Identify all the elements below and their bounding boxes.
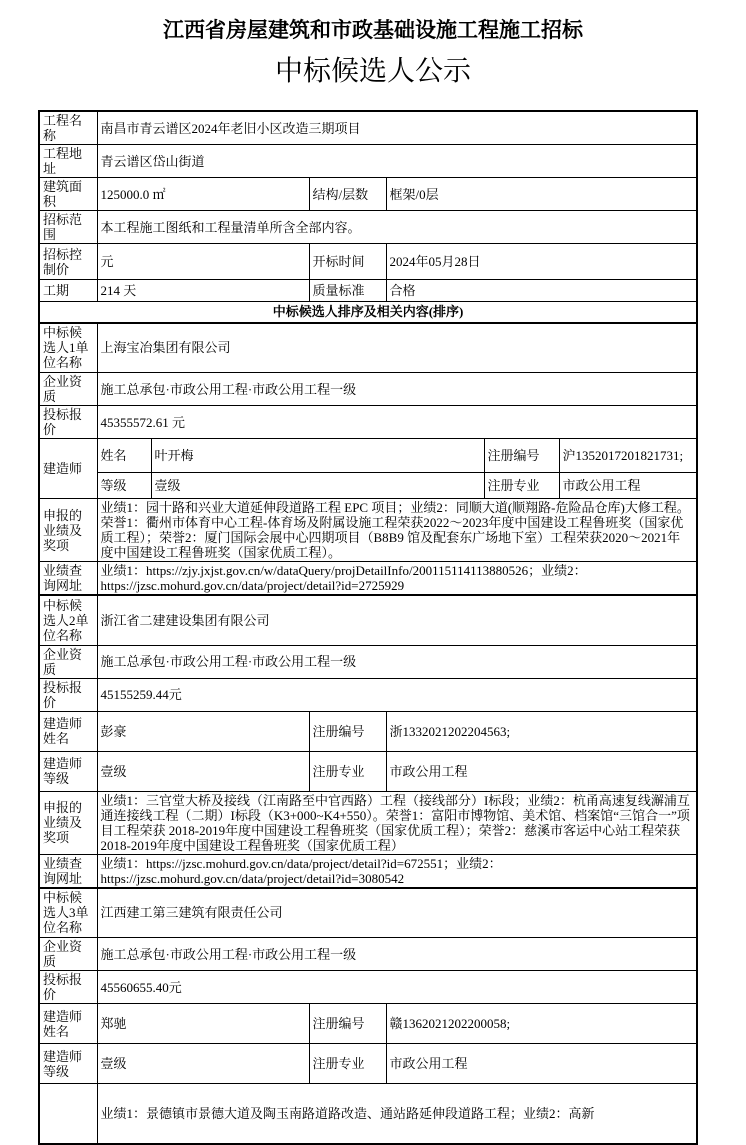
candidate1-builder-row1 <box>39 439 697 473</box>
duration-value: 214 天 <box>97 280 309 302</box>
candidate2-grade-label: 建造师等级 <box>39 751 97 791</box>
candidate3-name-value: 江西建工第三建筑有限责任公司 <box>97 888 697 938</box>
candidate3-qualification-row <box>39 938 697 971</box>
candidate3-qualification-label: 企业资质 <box>39 938 97 971</box>
candidate1-reg-no-label: 注册编号 <box>484 439 559 473</box>
candidate3-bid-row <box>39 971 697 1004</box>
candidate2-reg-no-value: 浙1332021202204563; <box>386 711 697 751</box>
quality-standard-label: 质量标准 <box>309 280 386 302</box>
candidate2-name-row <box>39 595 697 645</box>
candidate1-urls-value: 业绩1：https://zjy.jxjst.gov.cn/w/dataQuery/projDetailInfo/200115114113880526；业绩2：https://jzsc.mohurd.gov.cn/data/project/detail?id=2725929 <box>97 562 697 596</box>
duration-label: 工期 <box>39 280 97 302</box>
candidate2-urls-label: 业绩查询网址 <box>39 854 97 888</box>
structure-floors-value: 框架/0层 <box>386 178 697 211</box>
candidate1-builder-name-label: 姓名 <box>97 439 151 473</box>
project-address-value: 青云谱区岱山街道 <box>97 145 697 178</box>
candidate3-reg-no-label: 注册编号 <box>309 1004 386 1044</box>
candidate1-name-label: 中标候选人1单位名称 <box>39 323 97 373</box>
building-area-row <box>39 178 697 211</box>
project-address-row <box>39 145 697 178</box>
candidate2-achievements-value: 业绩1：三官堂大桥及接线（江南路至中官西路）工程（接线部分）I标段；业绩2：杭甬高速复线澥浦互通连接线工程（二期）I标段（K3+000~K4+550）。荣誉1：富阳市博物馆、美术馆、档案馆“三馆合一”项目工程荣获 2018-2019年度中国建设工程鲁班奖（国家优质工程）；荣誉2：慈溪市客运中心站工程荣获2018-2019年度中国建设工程鲁班奖（国家优质工程） <box>97 791 697 854</box>
candidate1-achievements-label: 申报的业绩及奖项 <box>39 499 97 562</box>
candidate3-builder-name-value: 郑驰 <box>97 1004 309 1044</box>
structure-floors-label: 结构/层数 <box>309 178 386 211</box>
candidate1-qualification-row <box>39 373 697 406</box>
candidate3-builder-name-label: 建造师姓名 <box>39 1004 97 1044</box>
candidate2-reg-no-label: 注册编号 <box>309 711 386 751</box>
project-name-row <box>39 111 697 145</box>
candidate2-urls-value: 业绩1：https://jzsc.mohurd.gov.cn/data/project/detail?id=672551；业绩2：https://jzsc.mohurd.gov.cn/data/project/detail?id=3080542 <box>97 854 697 888</box>
candidate1-urls-label: 业绩查询网址 <box>39 562 97 596</box>
candidate2-bid-row <box>39 678 697 711</box>
candidate3-bid-value: 45560655.40元 <box>97 971 697 1004</box>
tender-scope-value: 本工程施工图纸和工程量清单所含全部内容。 <box>97 211 697 244</box>
candidate3-major-label: 注册专业 <box>309 1044 386 1084</box>
candidate1-builder-label: 建造师 <box>39 439 97 499</box>
candidate2-grade-value: 壹级 <box>97 751 309 791</box>
bid-announcement-table <box>38 110 698 1145</box>
project-name-label: 工程名称 <box>39 111 97 145</box>
candidate2-achievements-row <box>39 791 697 854</box>
candidate2-builder-name-value: 彭豪 <box>97 711 309 751</box>
candidate2-major-value: 市政公用工程 <box>386 751 697 791</box>
candidate2-major-label: 注册专业 <box>309 751 386 791</box>
candidate1-reg-no-value: 沪1352017201821731; <box>559 439 697 473</box>
candidate1-bid-row <box>39 406 697 439</box>
candidate1-bid-value: 45355572.61 元 <box>97 406 697 439</box>
candidate1-qualification-label: 企业资质 <box>39 373 97 406</box>
document-header <box>0 0 746 90</box>
candidate3-grade-label: 建造师等级 <box>39 1044 97 1084</box>
building-area-value: 125000.0 ㎡ <box>97 178 309 211</box>
candidate1-achievements-value: 业绩1：园十路和兴业大道延伸段道路工程 EPC 项目；业绩2：同顺大道(顺翔路-危险品仓库)大修工程。荣誉1：衢州市体育中心工程-体育场及附属设施工程荣获2022～2023年度中国建设工程鲁班奖（国家优质工程）；荣誉2：厦门国际会展中心四期项目（B8B9 馆及配套东广场地下室）工程荣获2020～2021年度中国建设工程鲁班奖（国家优质工程）。 <box>97 499 697 562</box>
candidate3-achievements-label <box>39 1084 97 1144</box>
document-title: 江西省房屋建筑和市政基础设施工程施工招标 <box>163 18 583 42</box>
tender-scope-row <box>39 211 697 244</box>
candidate1-grade-value: 壹级 <box>151 473 484 499</box>
control-price-value: 元 <box>97 244 309 280</box>
project-address-label: 工程地址 <box>39 145 97 178</box>
candidate2-bid-value: 45155259.44元 <box>97 678 697 711</box>
candidate1-urls-row <box>39 562 697 596</box>
candidate1-qualification-value: 施工总承包·市政公用工程·市政公用工程一级 <box>97 373 697 406</box>
bid-opening-time-label: 开标时间 <box>309 244 386 280</box>
candidate3-bid-label: 投标报价 <box>39 971 97 1004</box>
candidate2-qualification-value: 施工总承包·市政公用工程·市政公用工程一级 <box>97 645 697 678</box>
candidate1-major-label: 注册专业 <box>484 473 559 499</box>
candidate3-achievements-row <box>39 1084 697 1144</box>
candidate2-builder-grade-row <box>39 751 697 791</box>
candidate2-qualification-label: 企业资质 <box>39 645 97 678</box>
candidate3-name-row <box>39 888 697 938</box>
candidate3-builder-grade-row <box>39 1044 697 1084</box>
ranking-section-title: 中标候选人排序及相关内容(排序) <box>39 302 697 323</box>
candidate3-major-value: 市政公用工程 <box>386 1044 697 1084</box>
candidate2-name-label: 中标候选人2单位名称 <box>39 595 97 645</box>
candidate1-builder-name-value: 叶开梅 <box>151 439 484 473</box>
control-price-label: 招标控制价 <box>39 244 97 280</box>
quality-standard-value: 合格 <box>386 280 697 302</box>
duration-row <box>39 280 697 302</box>
candidate1-name-row <box>39 323 697 373</box>
candidate3-achievements-value: 业绩1：景德镇市景德大道及陶玉南路道路改造、通站路延伸段道路工程；业绩2：高新 <box>97 1084 697 1144</box>
candidate3-grade-value: 壹级 <box>97 1044 309 1084</box>
candidate3-reg-no-value: 赣1362021202200058; <box>386 1004 697 1044</box>
candidate2-builder-name-row <box>39 711 697 751</box>
candidate1-bid-label: 投标报价 <box>39 406 97 439</box>
candidate1-builder-row2 <box>39 473 697 499</box>
ranking-section-row <box>39 302 697 323</box>
candidate1-achievements-row <box>39 499 697 562</box>
candidate2-urls-row <box>39 854 697 888</box>
candidate1-major-value: 市政公用工程 <box>559 473 697 499</box>
candidate2-name-value: 浙江省二建建设集团有限公司 <box>97 595 697 645</box>
candidate2-qualification-row <box>39 645 697 678</box>
building-area-label: 建筑面积 <box>39 178 97 211</box>
control-price-row <box>39 244 697 280</box>
document-subtitle: 中标候选人公示 <box>274 56 471 87</box>
candidate2-bid-label: 投标报价 <box>39 678 97 711</box>
candidate3-qualification-value: 施工总承包·市政公用工程·市政公用工程一级 <box>97 938 697 971</box>
candidate3-builder-name-row <box>39 1004 697 1044</box>
candidate2-builder-name-label: 建造师姓名 <box>39 711 97 751</box>
bid-opening-time-value: 2024年05月28日 <box>386 244 697 280</box>
project-name-value: 南昌市青云谱区2024年老旧小区改造三期项目 <box>97 111 697 145</box>
candidate1-grade-label: 等级 <box>97 473 151 499</box>
candidate2-achievements-label: 申报的业绩及奖项 <box>39 791 97 854</box>
candidate1-name-value: 上海宝冶集团有限公司 <box>97 323 697 373</box>
candidate3-name-label: 中标候选人3单位名称 <box>39 888 97 938</box>
tender-scope-label: 招标范围 <box>39 211 97 244</box>
